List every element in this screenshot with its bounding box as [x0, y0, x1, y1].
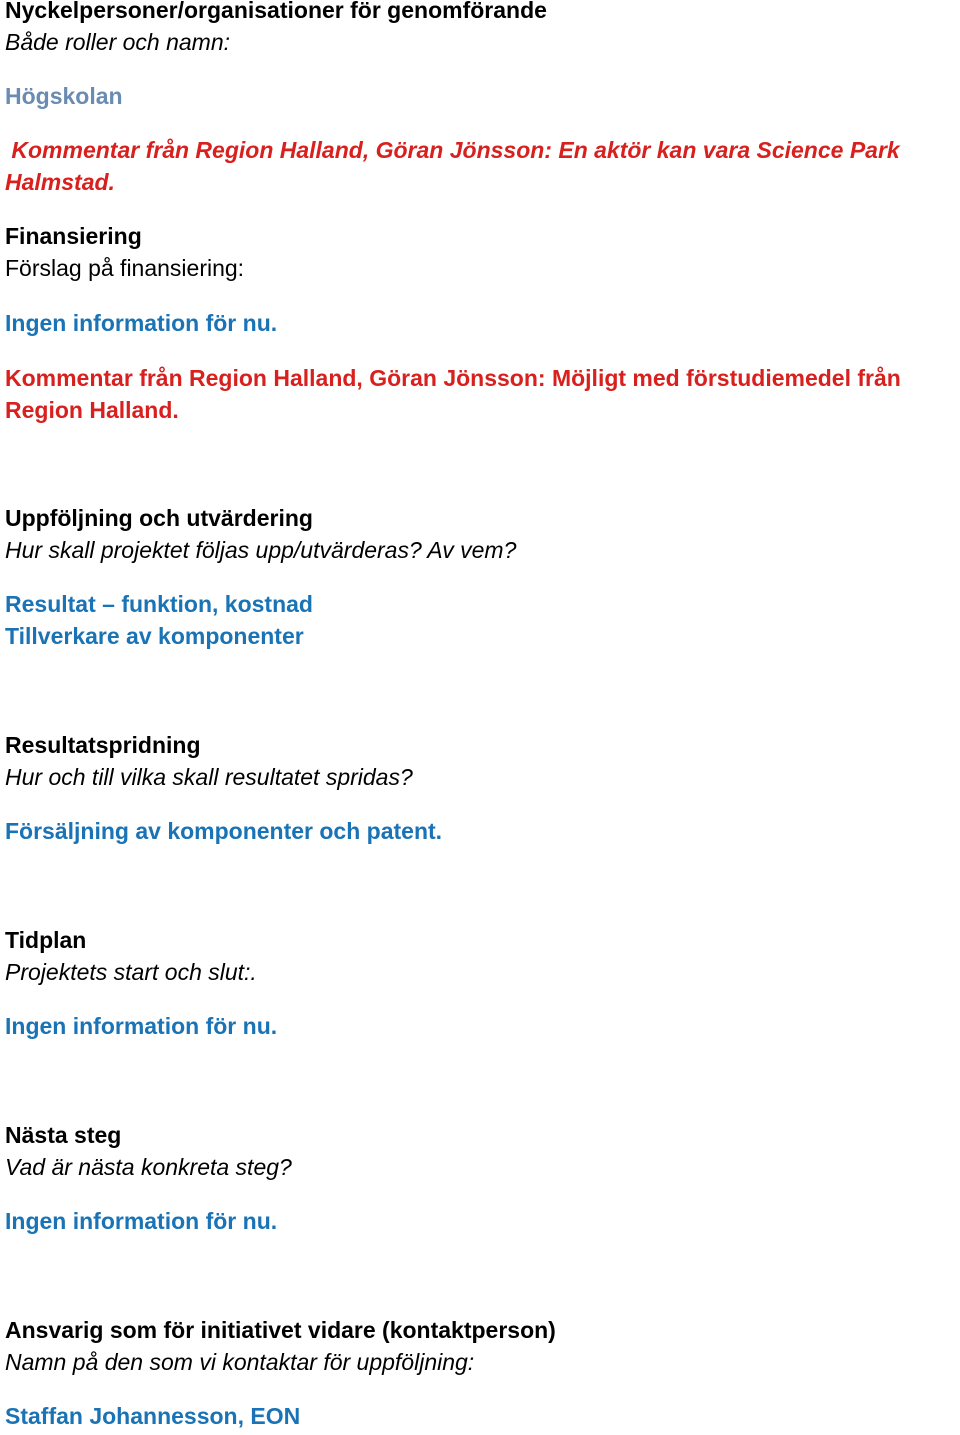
section-question: Hur skall projektet följas upp/utvärderas? Av vem? [5, 537, 517, 563]
comment-block [5, 362, 955, 426]
section-heading: Tidplan [5, 927, 87, 953]
answer-value: Ingen information för nu. [5, 310, 278, 336]
answer-value: Försäljning av komponenter och patent. [5, 818, 443, 844]
section-question: Projektets start och slut:. [5, 959, 257, 985]
answer-text [5, 1205, 955, 1237]
answer-text [5, 1010, 955, 1042]
section-dissemination [5, 729, 955, 793]
section-next-step [5, 1119, 955, 1183]
comment-line: Region Halland. [5, 397, 179, 423]
answer-text [5, 588, 955, 652]
section-followup [5, 502, 955, 566]
section-heading: Nästa steg [5, 1122, 122, 1148]
comment-line: Kommentar från Region Halland, Göran Jönsson: Möjligt med förstudiemedel från [5, 365, 901, 391]
section-timeline [5, 924, 955, 988]
answer-text [5, 80, 955, 112]
answer-value: Staffan Johannesson, EON [5, 1403, 301, 1429]
comment-line: Halmstad. [5, 169, 115, 195]
answer-value: Ingen information för nu. [5, 1208, 278, 1234]
section-heading: Uppföljning och utvärdering [5, 505, 313, 531]
section-question: Hur och till vilka skall resultatet spridas? [5, 764, 413, 790]
section-question: Förslag på finansiering: [5, 255, 245, 281]
section-question: Både roller och namn: [5, 29, 231, 55]
answer-text [5, 307, 955, 339]
section-key-persons [5, 0, 955, 58]
answer-value: Högskolan [5, 83, 123, 109]
section-heading: Resultatspridning [5, 732, 201, 758]
section-question: Namn på den som vi kontaktar för uppföljning: [5, 1349, 475, 1375]
comment-line: Kommentar från Region Halland, Göran Jönsson: En aktör kan vara Science Park [5, 137, 900, 163]
answer-text [5, 815, 955, 847]
section-heading: Ansvarig som för initiativet vidare (kontaktperson) [5, 1317, 556, 1343]
answer-text [5, 1400, 955, 1432]
answer-value: Resultat – funktion, kostnad [5, 591, 313, 617]
section-contact [5, 1314, 955, 1378]
section-heading: Nyckelpersoner/organisationer för genomförande [5, 0, 547, 23]
section-financing [5, 220, 955, 284]
section-heading: Finansiering [5, 223, 142, 249]
answer-value: Ingen information för nu. [5, 1013, 278, 1039]
answer-value: Tillverkare av komponenter [5, 623, 304, 649]
comment-block [5, 134, 955, 198]
section-question: Vad är nästa konkreta steg? [5, 1154, 292, 1180]
